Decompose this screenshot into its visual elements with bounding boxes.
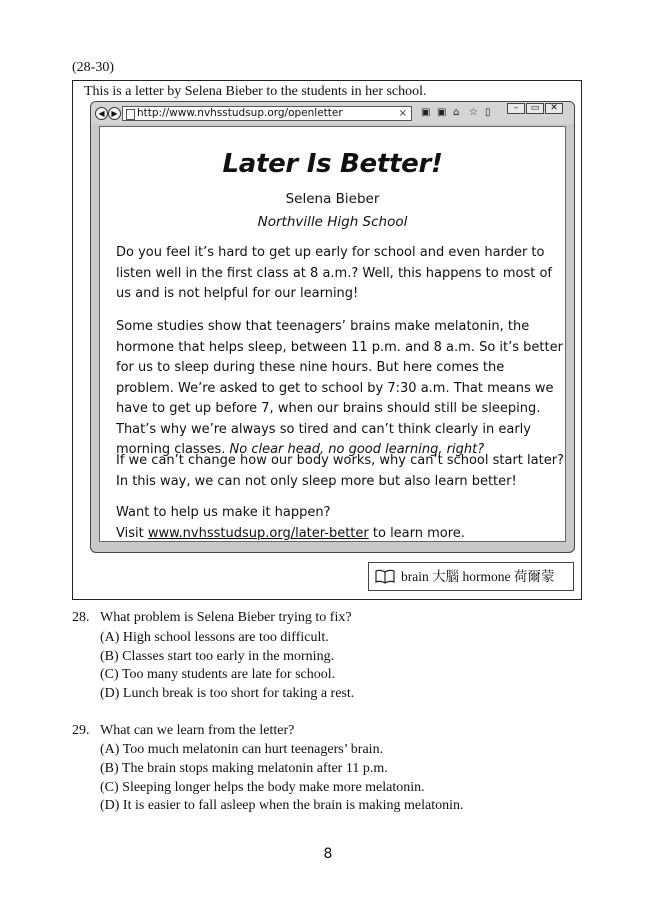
paragraph-text: Some studies show that teenagers’ brains make melatonin, the hormone that helps sleep, between 11 p.m. and 8 a.m. So it’s better for us to sleep during these nine hours. But here comes the problem. We’re asked to get to school by 7:30 a.m. That means we have to get up before 7, when our brains should still be sleeping. That’s why we’re always so tired and can’t think clearly in early morning classes. [116, 319, 563, 457]
paragraph-italic-text: No clear head, no good learning, right? [229, 442, 485, 457]
back-icon[interactable]: ◀ [95, 107, 108, 120]
letter-paragraph [116, 503, 564, 544]
home-icon[interactable]: ⌂ [453, 107, 460, 118]
reader-icon[interactable]: ▣ [421, 107, 431, 118]
question-text: What problem is Selena Bieber trying to fix? [100, 610, 352, 625]
answer-option: (B) The brain stops making melatonin after 11 p.m. [100, 761, 388, 776]
star-icon[interactable]: ☆ [469, 107, 478, 118]
letter-paragraph [116, 317, 564, 461]
learn-more-text: to learn more. [368, 525, 465, 541]
forward-icon[interactable]: ▶ [108, 107, 121, 120]
letter-paragraph: Do you feel it’s hard to get up early for school and even harder to listen well in the first class at 8 a.m.? Well, this happens to most of us and is not helpful for our learning! [116, 245, 552, 301]
answer-option: (D) It is easier to fall asleep when the brain is making melatonin. [100, 798, 464, 813]
letter-title: Later Is Better! [222, 149, 443, 179]
address-bar[interactable] [122, 106, 412, 121]
close-window-icon[interactable]: ✕ [545, 103, 563, 114]
question-range: (28-30) [72, 60, 114, 75]
answer-option: (C) Sleeping longer helps the body make more melatonin. [100, 780, 425, 795]
address-url: http://www.nvhsstudsup.org/openletter [137, 107, 343, 119]
question-text: What can we learn from the letter? [100, 723, 295, 738]
page-icon [126, 109, 135, 120]
page-number: 8 [323, 846, 333, 862]
later-better-link[interactable]: www.nvhsstudsup.org/later-better [147, 525, 369, 541]
vocabulary-text: brain 大腦 hormone 荷爾蒙 [401, 569, 555, 584]
visit-text: Visit [116, 525, 148, 541]
question-number: 29. [72, 723, 90, 738]
share-icon[interactable]: ▣ [437, 107, 447, 118]
maximize-icon[interactable]: ▭ [526, 103, 544, 114]
minimize-icon[interactable]: – [507, 103, 525, 114]
letter-author: Selena Bieber [285, 191, 380, 207]
page-menu-icon[interactable]: ▯ [485, 107, 491, 118]
answer-option: (A) Too much melatonin can hurt teenagers’ brain. [100, 742, 384, 757]
answer-option: (C) Too many students are late for school. [100, 667, 336, 682]
letter-school: Northville High School [257, 214, 408, 230]
browser-window [90, 101, 575, 553]
book-icon [375, 569, 395, 584]
answer-option: (B) Classes start too early in the morning. [100, 649, 335, 664]
web-page-content [99, 126, 566, 542]
passage-intro: This is a letter by Selena Bieber to the students in her school. [84, 84, 427, 99]
question-number: 28. [72, 610, 90, 625]
call-to-action: Want to help us make it happen? [116, 505, 331, 520]
browser-toolbar [91, 102, 574, 124]
answer-option: (D) Lunch break is too short for taking a rest. [100, 686, 355, 701]
clear-url-icon[interactable]: × [398, 108, 407, 119]
vocabulary-box [368, 562, 574, 591]
letter-paragraph: If we can’t change how our body works, why can’t school start later? In this way, we can not only sleep more but also learn better! [116, 453, 564, 489]
answer-option: (A) High school lessons are too difficult. [100, 630, 329, 645]
